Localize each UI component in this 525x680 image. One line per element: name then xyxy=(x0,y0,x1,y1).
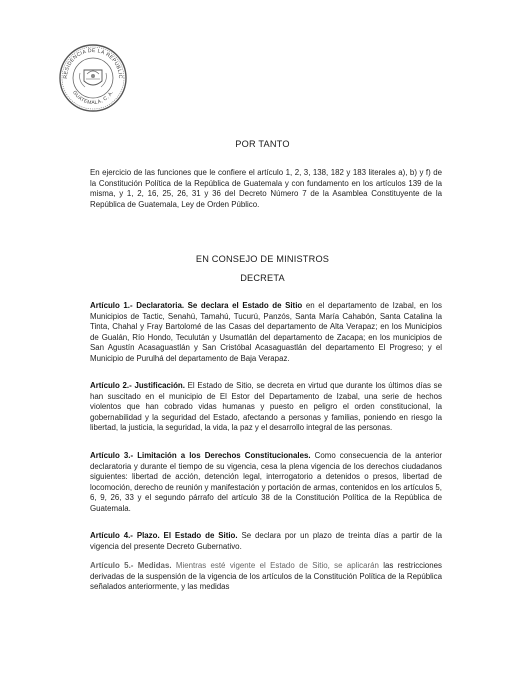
seal-text-top: RESIDENCIA DE LA REPUBLIC xyxy=(62,47,124,79)
article-2-label: Artículo 2.- Justificación. xyxy=(90,381,185,390)
article-5-text-faded: Mientras esté vigente el Estado de Sitio, se aplicarán xyxy=(171,561,379,570)
article-1-label: Artículo 1.- Declaratoria. Se declara el Estado de Sitio xyxy=(90,301,303,310)
intro-paragraph: En ejercicio de las funciones que le confiere el artículo 1, 2, 3, 138, 182 y 183 literales a), b) y f) de la Constitución Política de la República de Guatemala y con fundamento en los artículos 139 de la misma, y 1, 2, 16, 25, 26, 31 y 36 del Decreto Número 7 de la Asamblea Constituyente de la República de Guatemala, Ley de Orden Público. xyxy=(90,168,442,209)
article-5-text: las restricciones derivadas de la suspensión de la vigencia de los artículos de la Constitución Política de la República señalados anteriormente, y las medidas xyxy=(90,561,442,592)
presidential-seal-icon xyxy=(58,43,128,113)
svg-text:PRESIDENCIA DE LA REPUBLICA xyxy=(58,43,123,79)
article-3 xyxy=(90,451,442,515)
article-4 xyxy=(90,531,442,552)
article-4-text: Se declara por un plazo de treinta días a partir de la vigencia del presente Decreto Gubernativo. xyxy=(90,531,442,551)
article-5-label: Artículo 5.- Medidas. xyxy=(90,561,172,570)
article-1-text: en el departamento de Izabal, en los Municipios de Tactic, Senahú, Tamahú, Tucurú, Panzós, Santa María Cahabón, Santa Catalina la Tinta, Chahal y Fray Bartolomé de las Casas del departamento de Alta Verapaz; en los Municipios de Gualán, Río Hondo, Teculután y Usumatlán del departamento de Zacapa; en los municipios de San Agustín Acasaguastlán y San Cristóbal Acasaguastlán del departamento El Progreso; y el Municipio de Purulhá del departamento de Baja Verapaz. xyxy=(90,301,442,363)
article-3-label: Artículo 3.- Limitación a los Derechos Constitucionales. xyxy=(90,451,311,460)
seal-text-bottom: GUATEMALA, C. A. xyxy=(71,89,115,107)
heading-decreta: DECRETA xyxy=(240,273,285,283)
heading-por-tanto: POR TANTO xyxy=(235,139,290,149)
article-5 xyxy=(90,561,442,593)
heading-consejo: EN CONSEJO DE MINISTROS xyxy=(195,254,330,264)
article-4-label: Artículo 4.- Plazo. El Estado de Sitio. xyxy=(90,531,238,540)
article-3-text: Como consecuencia de la anterior declaratoria y durante el tiempo de su vigencia, cesa la plena vigencia de los derechos ciudadanos siguientes: libertad de acción, detención legal, interrogatorio a detenidos o presos, libertad de locomoción, derecho de reunión y manifestación y portación de armas, contenidos en los artículos 5, 6, 9, 26, 33 y el segundo párrafo del artículo 38 de la Constitución Política de la República de Guatemala. xyxy=(90,451,443,513)
article-2 xyxy=(90,381,442,434)
article-1 xyxy=(90,301,442,365)
article-2-text: El Estado de Sitio, se decreta en virtud que durante los últimos días se han suscitado en el municipio de El Estor del Departamento de Izabal, una serie de hechos violentos que han cobrado vidas humanas y puesto en peligro el orden constitucional, la gobernabilidad y la seguridad del Estado, afectando a personas y familias, poniendo en riesgo la libertad, la justicia, la seguridad, la vida, la paz y el desarrollo integral de las personas. xyxy=(90,381,442,433)
